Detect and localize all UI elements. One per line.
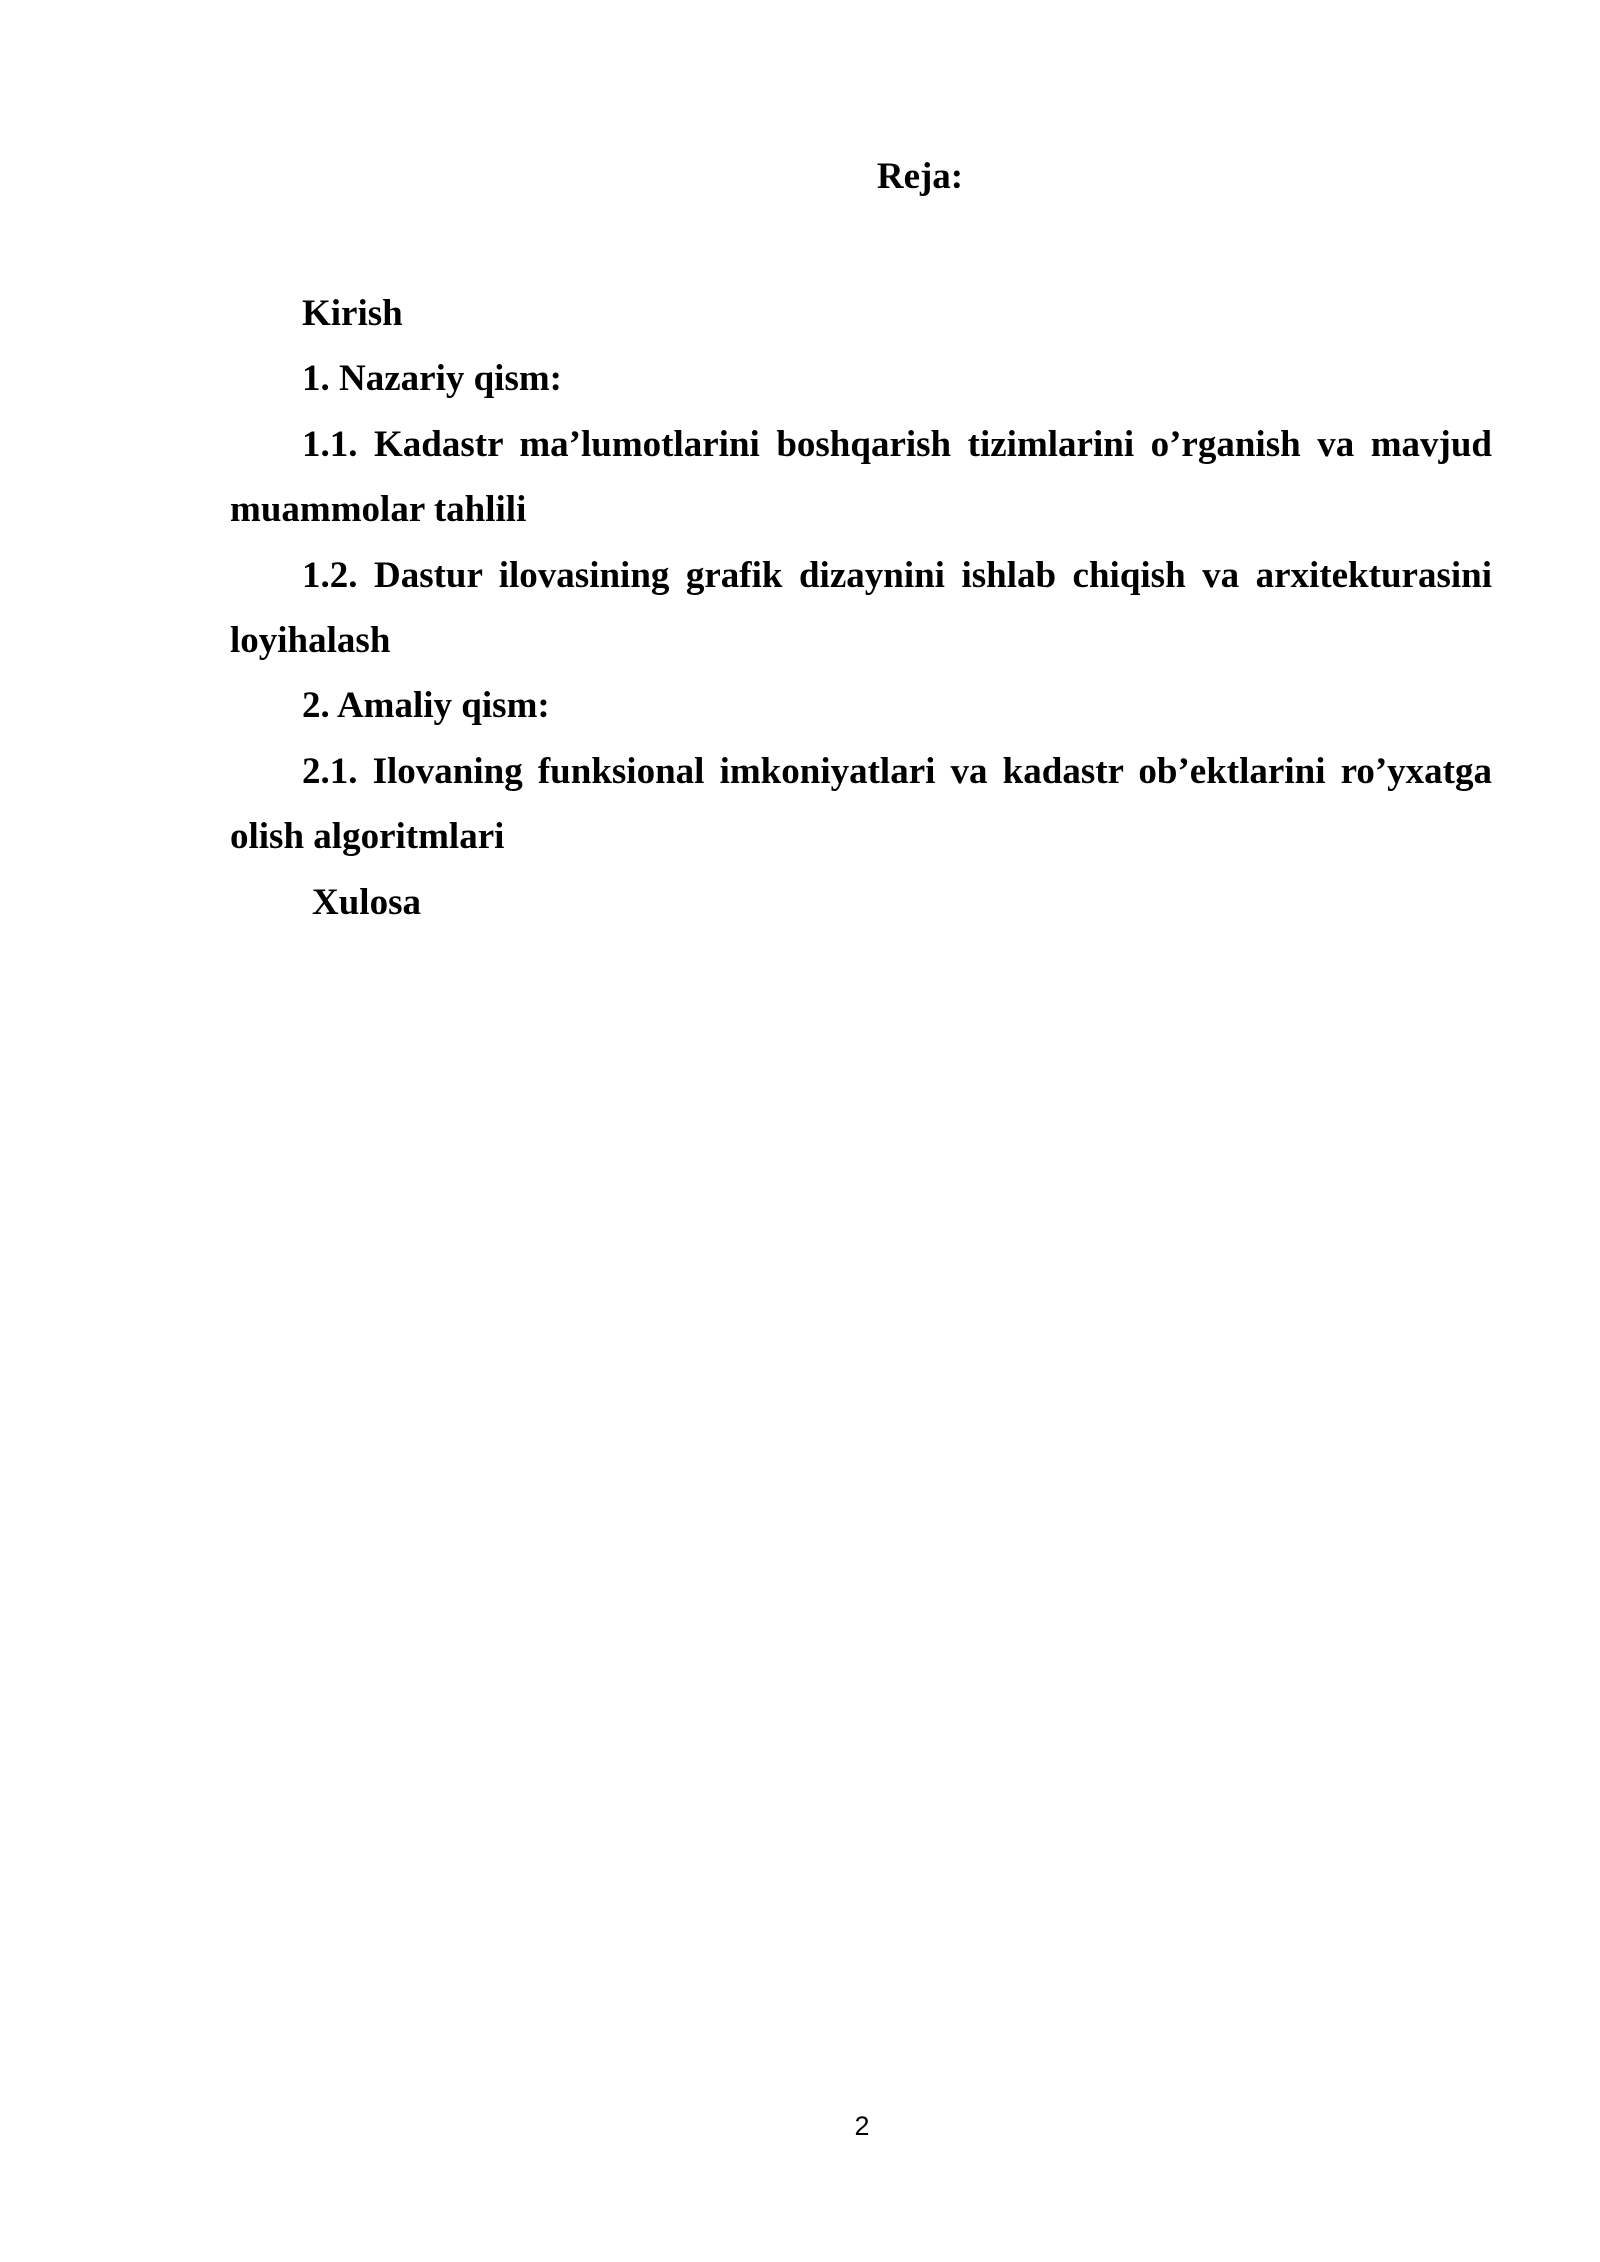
toc-item-conclusion: Xulosa xyxy=(312,881,421,923)
toc-item-2-1: 2.1. Ilovaning funksional imkoniyatlari va kadastr ob’ektlarini ro’yxatga olish algoritmlari xyxy=(230,750,1492,858)
toc-item-practical-section: 2. Amaliy qism: xyxy=(302,685,550,727)
toc-item-1-1: 1.1. Kadastr ma’lumotlarini boshqarish tizimlarini o’rganish va mavjud muammolar tahlili xyxy=(230,423,1492,531)
toc-item-1-2: 1.2. Dastur ilovasining grafik dizaynini ishlab chiqish va arxitekturasini loyihalash xyxy=(230,554,1492,662)
toc-item-introduction: Kirish xyxy=(302,293,403,334)
toc-item-theory-section: 1. Nazariy qism: xyxy=(302,358,562,400)
page-title: Reja: xyxy=(876,156,964,197)
table-of-contents xyxy=(230,281,1492,935)
page-number: 2 xyxy=(854,2111,870,2141)
